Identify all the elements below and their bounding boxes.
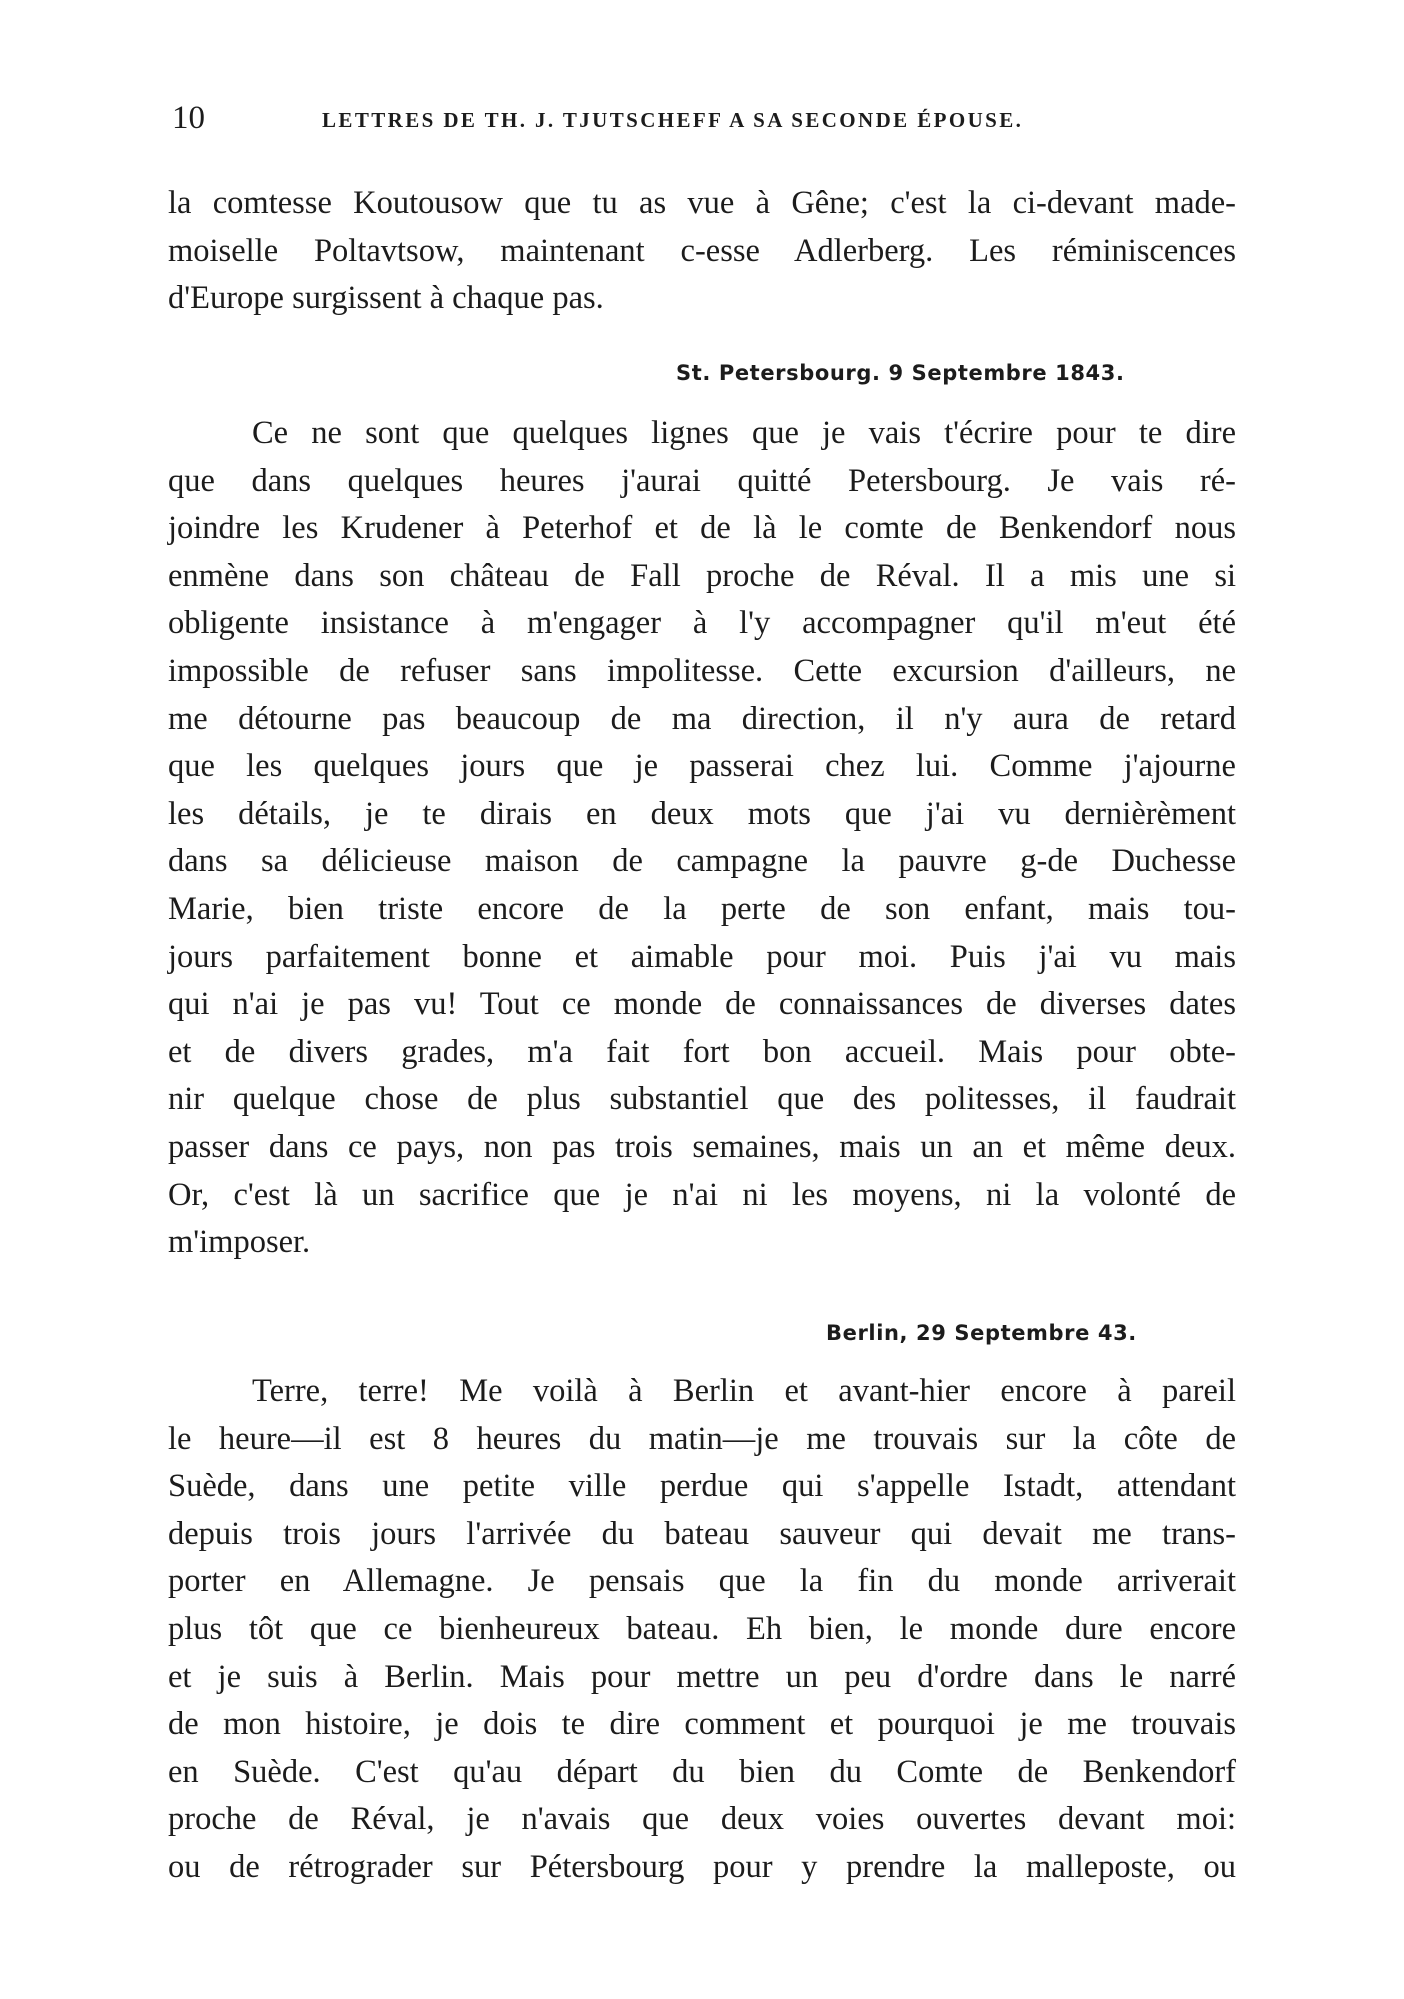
text-line: en Suède. C'est qu'au départ du bien du Comte de Benkendorf (168, 1753, 1236, 1790)
text-line: plus tôt que ce bienheureux bateau. Eh bien, le monde dure encore (168, 1610, 1236, 1647)
letter-dateline: St. Petersbourg. 9 Septembre 1843. (676, 361, 1125, 385)
text-line: passer dans ce pays, non pas trois semaines, mais un an et même deux. (168, 1128, 1236, 1165)
text-line: depuis trois jours l'arrivée du bateau sauveur qui devait me trans- (168, 1515, 1236, 1552)
text-line: moiselle Poltavtsow, maintenant c-esse Adlerberg. Les réminiscences (168, 232, 1236, 269)
text-line: la comtesse Koutousow que tu as vue à Gêne; c'est la ci-devant made- (168, 185, 1236, 221)
text-line: obligente insistance à m'engager à l'y accompagner qu'il m'eut été (168, 605, 1236, 642)
text-line: Ce ne sont que quelques lignes que je vais t'écrire pour te dire (252, 415, 1236, 451)
text-line: Suède, dans une petite ville perdue qui s'appelle Istadt, attendant (168, 1468, 1236, 1505)
text-line: qui n'ai je pas vu! Tout ce monde de connaissances de diverses dates (168, 986, 1236, 1023)
running-head (172, 98, 1234, 138)
text-line: jours parfaitement bonne et aimable pour moi. Puis j'ai vu mais (168, 938, 1236, 975)
text-line: Terre, terre! Me voilà à Berlin et avant-hier encore à pareil (252, 1373, 1236, 1409)
text-line: les détails, je te dirais en deux mots que j'ai vu dernièrèment (168, 795, 1236, 832)
text-line: Marie, bien triste encore de la perte de son enfant, mais tou- (168, 890, 1236, 927)
running-title: LETTRES DE TH. J. TJUTSCHEFF A SA SECONDE ÉPOUSE. (322, 108, 1024, 132)
text-line: de mon histoire, je dois te dire comment et pourquoi je me trouvais (168, 1706, 1236, 1743)
text-line: dans sa délicieuse maison de campagne la pauvre g-de Duchesse (168, 843, 1236, 880)
text-line: Or, c'est là un sacrifice que je n'ai ni les moyens, ni la volonté de (168, 1176, 1236, 1213)
text-line: joindre les Krudener à Peterhof et de là le comte de Benkendorf nous (168, 510, 1236, 547)
text-line: impossible de refuser sans impolitesse. Cette excursion d'ailleurs, ne (168, 652, 1236, 689)
text-line: m'imposer. (168, 1224, 311, 1261)
text-line: que dans quelques heures j'aurai quitté Petersbourg. Je vais ré- (168, 462, 1236, 499)
letter-dateline: Berlin, 29 Septembre 43. (826, 1321, 1137, 1345)
text-line: porter en Allemagne. Je pensais que la fin du monde arriverait (168, 1563, 1236, 1600)
text-line: le heure—il est 8 heures du matin—je me trouvais sur la côte de (168, 1420, 1236, 1457)
paragraph-1 (168, 180, 1236, 323)
paragraph-3 (168, 1368, 1236, 1892)
text-line: me détourne pas beaucoup de ma direction, il n'y aura de retard (168, 700, 1236, 737)
text-line: nir quelque chose de plus substantiel que des politesses, il faudrait (168, 1081, 1236, 1118)
page-number: 10 (172, 100, 205, 136)
text-line: enmène dans son château de Fall proche de Réval. Il a mis une si (168, 557, 1236, 594)
text-line: que les quelques jours que je passerai chez lui. Comme j'ajourne (168, 748, 1236, 785)
paragraph-2 (168, 410, 1236, 1267)
text-line: proche de Réval, je n'avais que deux voies ouvertes devant moi: (168, 1801, 1236, 1838)
text-line: ou de rétrograder sur Pétersbourg pour y prendre la malleposte, ou (168, 1848, 1236, 1885)
text-line: d'Europe surgissent à chaque pas. (168, 280, 604, 317)
text-line: et de divers grades, m'a fait fort bon accueil. Mais pour obte- (168, 1033, 1236, 1070)
text-line: et je suis à Berlin. Mais pour mettre un peu d'ordre dans le narré (168, 1658, 1236, 1695)
